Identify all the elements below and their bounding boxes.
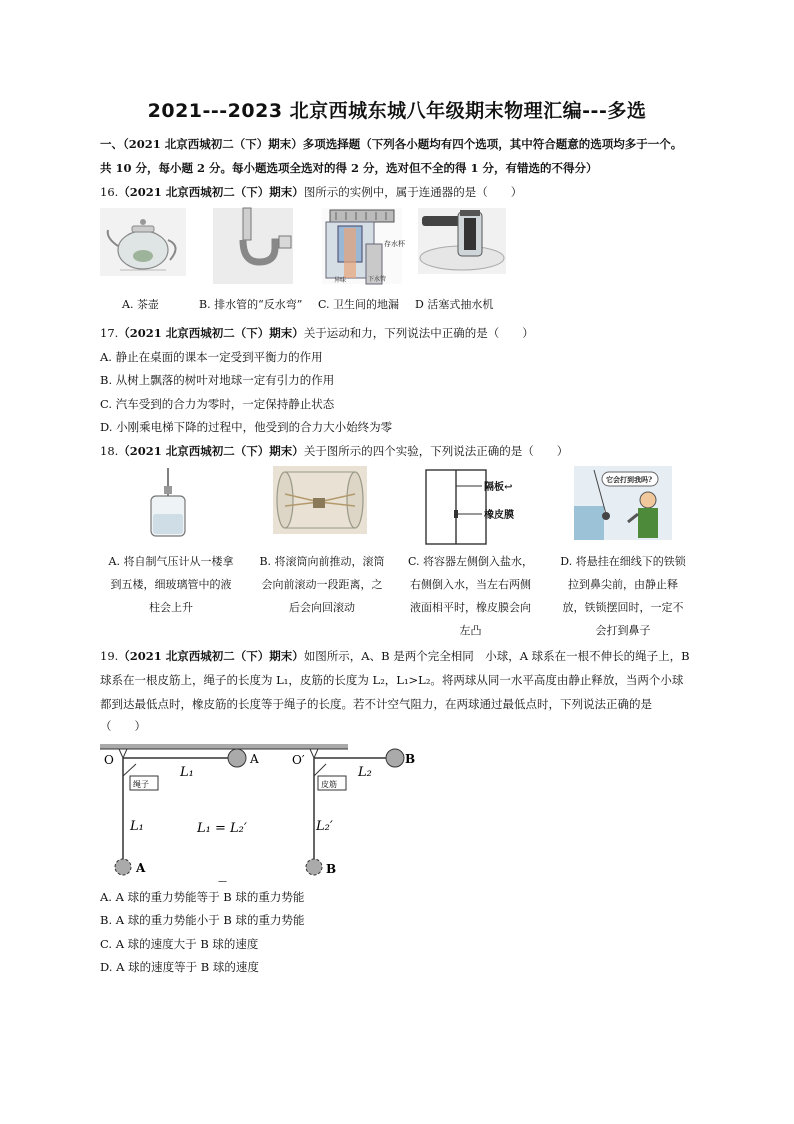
- question-stem-line3: 都到达最低点时，橡皮筋的长度等于绳子的长度。若不计空气阻力，在两球通过最低点时，下列说法正确的是: [100, 697, 652, 711]
- ball-b-label: B: [405, 752, 416, 766]
- question-source: （2021 北京西城初二（下）期末）: [118, 649, 304, 663]
- question-19: [100, 650, 690, 663]
- question-source: （2021 北京西城初二（下）期末）: [118, 444, 304, 458]
- container-membrane-image: [420, 466, 540, 546]
- q19-option-c: C. A 球的速度大于 B 球的速度: [100, 937, 259, 951]
- q18-option-a: A. 将自制气压计从一楼拿 到五楼，细玻璃管中的液 柱会上升: [108, 555, 234, 614]
- bubble-label: 它会打到我吗?: [606, 475, 653, 484]
- cup-label: 存水杯: [384, 240, 405, 248]
- ball-a-bottom-label: A: [136, 861, 146, 875]
- l1-vertical-label: L₁: [130, 819, 144, 834]
- question-number: 18.: [100, 444, 119, 458]
- section-header: [100, 138, 682, 151]
- ball-b-bottom-label: B: [326, 862, 337, 876]
- pivot-o-label: O: [104, 753, 114, 767]
- floor-drain-image: [322, 208, 405, 284]
- q18-option-b: B. 将滚筒向前推动，滚筒 会向前滚动一段距离，之 后会向回滚动: [259, 555, 385, 614]
- teapot-image: [100, 208, 186, 276]
- q19-option-d: D. A 球的速度等于 B 球的速度: [100, 960, 259, 974]
- q19-option-a: A. A 球的重力势能等于 B 球的重力势能: [100, 890, 305, 904]
- q16-option-c: C. 卫生间的地漏: [318, 298, 400, 311]
- l2-vertical-label: L₂′: [316, 819, 333, 834]
- rubber-label: 皮筋: [321, 780, 337, 789]
- pendulum-diagram: [100, 740, 416, 890]
- q18-option-c: C. 将容器左侧倒入盐水， 右侧倒入水，当左右两侧 液面相平时，橡皮膜会向 左凸: [407, 555, 534, 637]
- board-label: 隔板↩: [484, 482, 513, 493]
- ball-a-label: A: [250, 752, 259, 766]
- question-stem: 关于运动和力，下列说法中正确的是（ ）: [303, 326, 534, 340]
- pipe-label: 下水管: [368, 276, 387, 283]
- question-stem-line2: 球系在一根皮筋上，绳子的长度为 L₁，皮筋的长度为 L₂，L₁>L₂。将两球从同一水平高度由静止释放，当两个小球: [100, 673, 684, 687]
- q19-option-b: B. A 球的重力势能小于 B 球的重力势能: [100, 913, 305, 927]
- q17-option-c: C. 汽车受到的合力为零时，一定保持静止状态: [100, 397, 335, 411]
- q16-option-b: B. 排水管的“反水弯”: [199, 298, 303, 311]
- drain-trap-image: [213, 208, 293, 284]
- pivot-o2-label: O′: [292, 753, 305, 767]
- q17-option-d: D. 小刚乘电梯下降的过程中，他受到的合力大小始终为零: [100, 420, 393, 434]
- pump-image: [418, 208, 506, 274]
- length-equation: L₁ = L₂′: [197, 821, 247, 836]
- question-stem-line4: （ ）: [100, 719, 146, 733]
- membrane-label: 橡皮膜: [484, 510, 514, 521]
- smell-label: 异味: [334, 277, 347, 284]
- q18-option-d: D. 将悬挂在细线下的铁锁 拉到鼻尖前，由静止释 放，铁锁摆回时，一定不 会打到鼻子: [560, 555, 686, 637]
- q17-option-a: A. 静止在桌面的课本一定受到平衡力的作用: [100, 350, 323, 364]
- q16-option-d: D 活塞式抽水机: [415, 298, 494, 311]
- roller-can-image: [273, 466, 367, 534]
- rope-label: 绳子: [133, 780, 149, 789]
- q16-option-a: A. 茶壶: [122, 298, 159, 311]
- barometer-image: [145, 466, 191, 538]
- dash-mark: —: [218, 877, 227, 887]
- question-stem: 关于图所示的四个实验，下列说法正确的是（ ）: [303, 444, 569, 458]
- question-source: （2021 北京西城初二（下）期末）: [118, 326, 304, 340]
- question-stem-line1: 如图所示，A、B 是两个完全相同 小球，A 球系在一根不伸长的绳子上，B: [303, 649, 690, 663]
- section-scoring: 共 10 分，每小题 2 分。每小题选项全选对的得 2 分，选对但不全的得 1 分，有错选的不得分）: [100, 161, 598, 175]
- question-16: [100, 186, 522, 199]
- question-number: 16.: [100, 185, 119, 199]
- l1-horizontal-label: L₁: [180, 765, 194, 780]
- question-number: 19.: [100, 649, 119, 663]
- l2-horizontal-label: L₂: [358, 765, 372, 780]
- q17-option-b: B. 从树上飘落的树叶对地球一定有引力的作用: [100, 373, 335, 387]
- question-source: （2021 北京西城初二（下）期末）: [118, 185, 304, 199]
- pendulum-image: [574, 466, 672, 540]
- question-stem: 图所示的实例中，属于连通器的是（ ）: [303, 185, 523, 199]
- section-instructions: 多项选择题（下列各小题均有四个选项，其中符合题意的选项均多于一个。: [302, 137, 683, 151]
- question-18: [100, 445, 568, 458]
- page-title: 2021---2023 北京西城东城八年级期末物理汇编---多选: [147, 100, 647, 122]
- question-number: 17.: [100, 326, 119, 340]
- section-source: 一、（2021 北京西城初二（下）期末）: [100, 137, 303, 151]
- question-17: [100, 327, 534, 340]
